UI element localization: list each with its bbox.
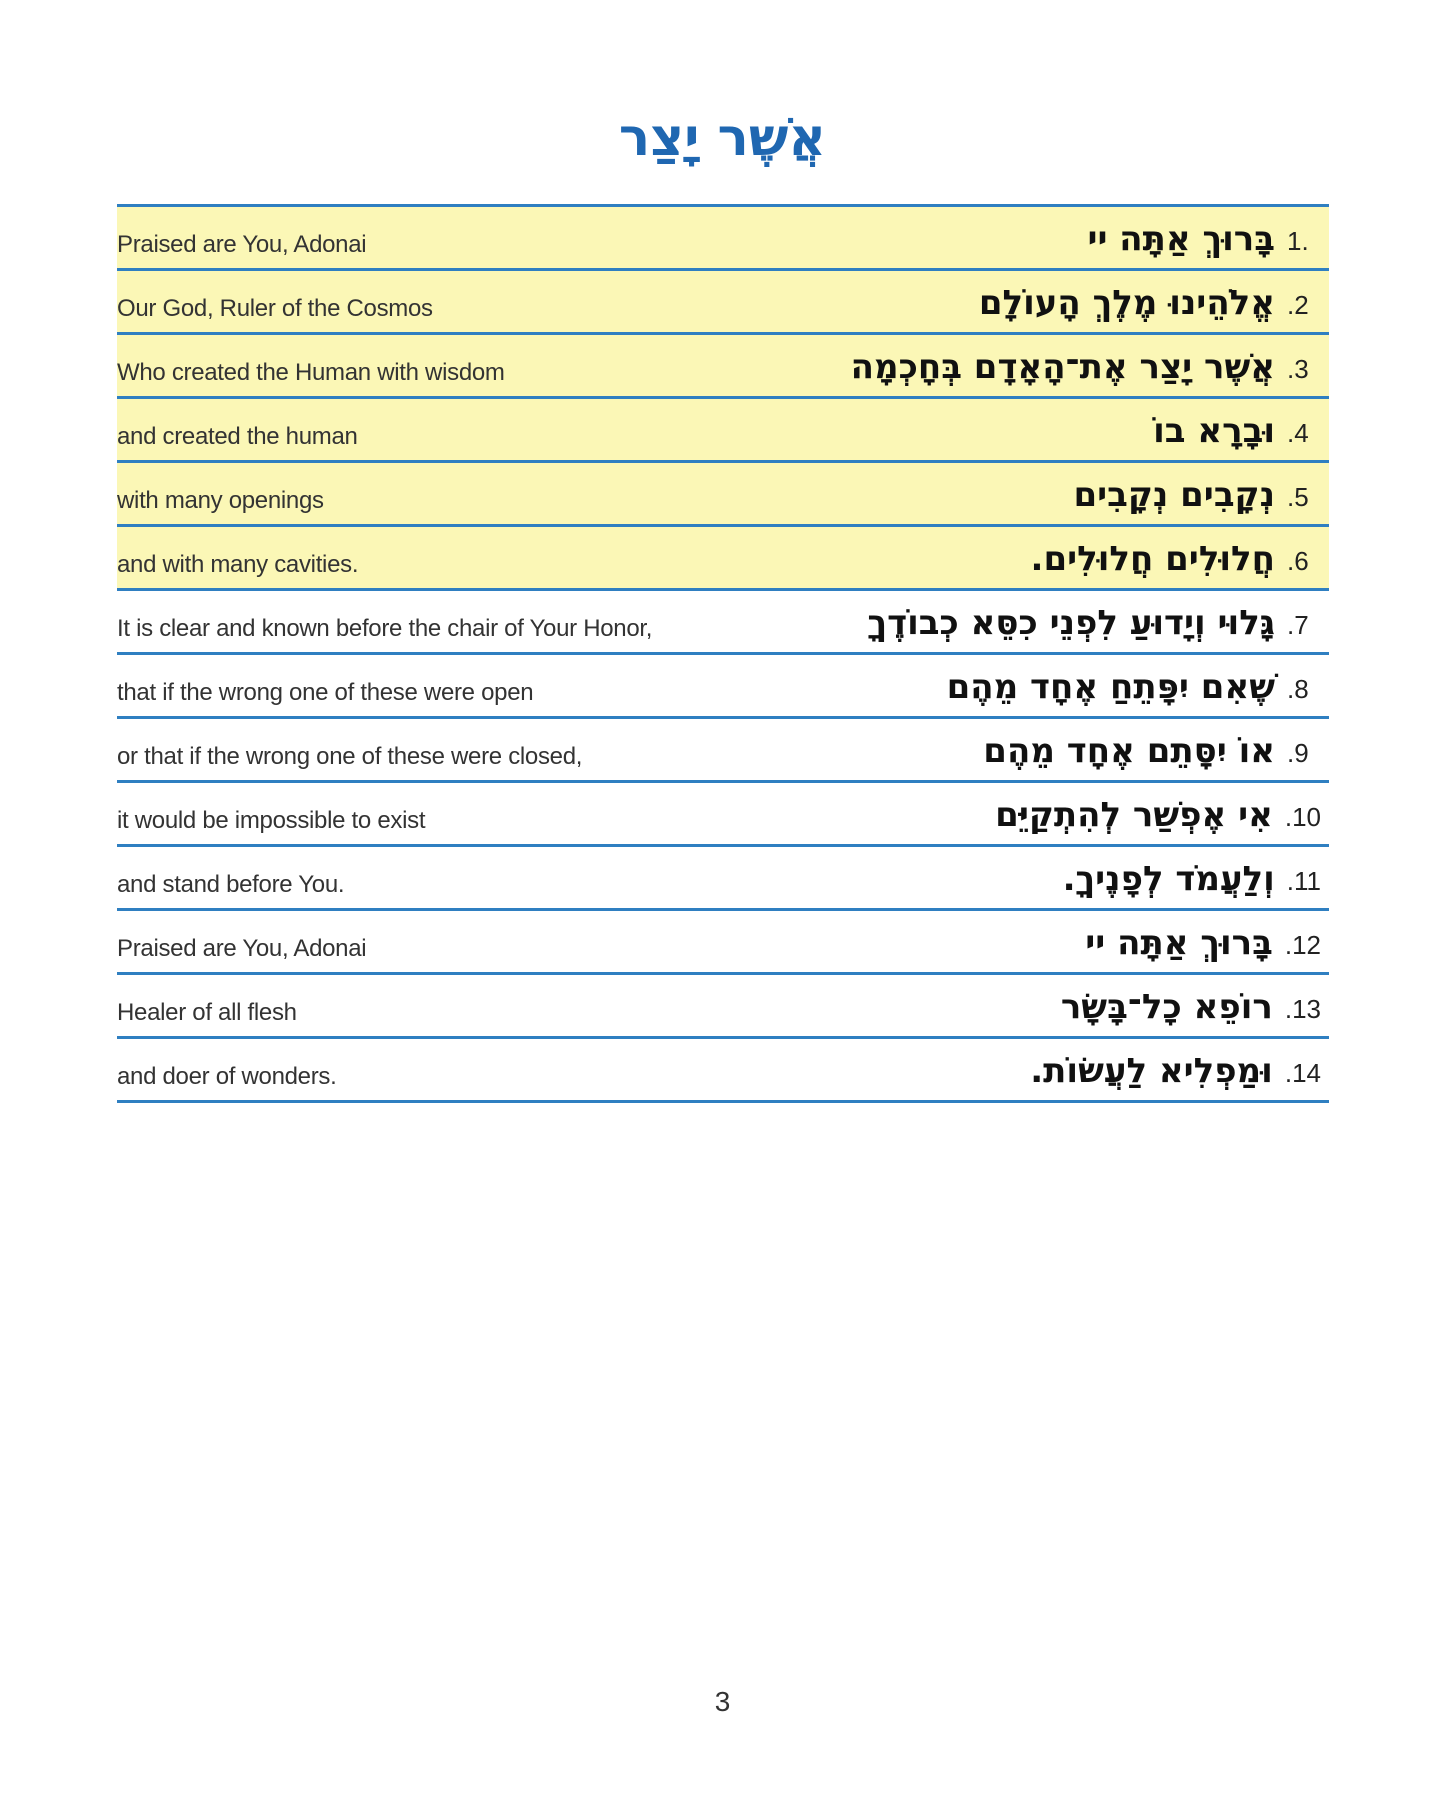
hebrew-text: אֲשֶׁר יָצַר אֶת־הָאָדָם בְּחָכְמָה — [850, 346, 1275, 387]
hebrew-text: אֱלֹהֵינוּ מֶלֶךְ הָעוֹלָם — [978, 282, 1275, 323]
prayer-line-1 — [117, 207, 1329, 271]
prayer-line-11 — [117, 847, 1329, 911]
line-number: .6 — [1287, 545, 1309, 576]
line-number: .9 — [1287, 737, 1309, 768]
page-number: 3 — [714, 1686, 731, 1717]
hebrew-text: חֲלוּלִים חֲלוּלִים. — [1030, 538, 1275, 579]
hebrew-text: בָּרוּךְ אַתָּה יי — [1087, 218, 1275, 259]
line-number: .4 — [1287, 417, 1309, 448]
prayer-line-13 — [117, 975, 1329, 1039]
line-number: .3 — [1287, 353, 1309, 384]
prayer-line-7 — [117, 591, 1329, 655]
hebrew-cell — [1087, 217, 1329, 259]
hebrew-cell — [1030, 1049, 1329, 1091]
english-translation: and created the human — [117, 422, 358, 450]
hebrew-cell — [995, 793, 1329, 835]
prayer-table — [117, 204, 1329, 1103]
hebrew-cell — [1031, 537, 1329, 579]
english-translation: and doer of wonders. — [117, 1062, 337, 1090]
english-translation: Who created the Human with wisdom — [117, 358, 505, 386]
line-number: .14 — [1284, 1057, 1321, 1088]
hebrew-text: אוֹ יִסָּתֵם אֶחָד מֵהֶם — [983, 730, 1275, 771]
hebrew-text: רוֹפֵא כָל־בָּשָׂר — [1060, 986, 1273, 1027]
english-translation: that if the wrong one of these were open — [117, 678, 534, 706]
line-number: .2 — [1287, 289, 1309, 320]
english-translation: Healer of all flesh — [117, 998, 297, 1026]
english-translation: and with many cavities. — [117, 550, 359, 578]
hebrew-text: וְלַעֲמֹד לְפָנֶיךָ. — [1062, 858, 1275, 899]
prayer-line-9 — [117, 719, 1329, 783]
hebrew-cell — [983, 729, 1329, 771]
english-translation: or that if the wrong one of these were closed, — [117, 742, 583, 770]
hebrew-cell — [1073, 473, 1329, 515]
hebrew-cell — [947, 665, 1329, 707]
line-number: .7 — [1287, 609, 1309, 640]
english-translation: Praised are You, Adonai — [117, 934, 367, 962]
hebrew-cell — [1153, 409, 1329, 451]
prayer-line-14 — [117, 1039, 1329, 1103]
line-number: .10 — [1284, 801, 1321, 832]
hebrew-text: וּבָרָא בוֹ — [1153, 410, 1275, 451]
line-number: .12 — [1284, 929, 1321, 960]
prayer-line-8 — [117, 655, 1329, 719]
line-number: 1. — [1287, 225, 1309, 256]
english-translation: it would be impossible to exist — [117, 806, 426, 834]
english-translation: and stand before You. — [117, 870, 345, 898]
line-number: .8 — [1287, 673, 1309, 704]
english-translation: It is clear and known before the chair of Your Honor, — [117, 614, 653, 642]
prayer-line-6 — [117, 527, 1329, 591]
hebrew-cell — [1061, 985, 1329, 1027]
hebrew-cell — [851, 345, 1329, 387]
english-translation: Praised are You, Adonai — [117, 230, 367, 258]
prayer-line-12 — [117, 911, 1329, 975]
hebrew-text: נְקָבִים נְקָבִים — [1073, 474, 1275, 515]
line-number: .11 — [1286, 865, 1321, 896]
hebrew-cell — [1085, 921, 1329, 963]
prayer-line-4 — [117, 399, 1329, 463]
hebrew-cell — [868, 601, 1330, 643]
line-number: .13 — [1284, 993, 1321, 1024]
english-translation: with many openings — [117, 486, 324, 514]
hebrew-cell — [979, 281, 1329, 323]
prayer-line-10 — [117, 783, 1329, 847]
prayer-line-5 — [117, 463, 1329, 527]
hebrew-text: וּמַפְלִיא לַעֲשׂוֹת. — [1030, 1050, 1273, 1091]
english-translation: Our God, Ruler of the Cosmos — [117, 294, 433, 322]
hebrew-text: שֶׁאִם יִפָּתֵחַ אֶחָד מֵהֶם — [946, 666, 1275, 707]
prayer-line-3 — [117, 335, 1329, 399]
hebrew-text: בָּרוּךְ אַתָּה יי — [1085, 922, 1273, 963]
page-title: אֲשֶׁר יָצַר — [618, 108, 827, 168]
hebrew-text: אִי אֶפְשַׁר לְהִתְקַיֵּם — [995, 794, 1273, 835]
line-number: .5 — [1287, 481, 1309, 512]
prayer-line-2 — [117, 271, 1329, 335]
hebrew-cell — [1063, 857, 1329, 899]
hebrew-text: גָּלוּי וְיָדוּעַ לִפְנֵי כִסֵּא כְבוֹדֶךָ — [867, 602, 1275, 643]
